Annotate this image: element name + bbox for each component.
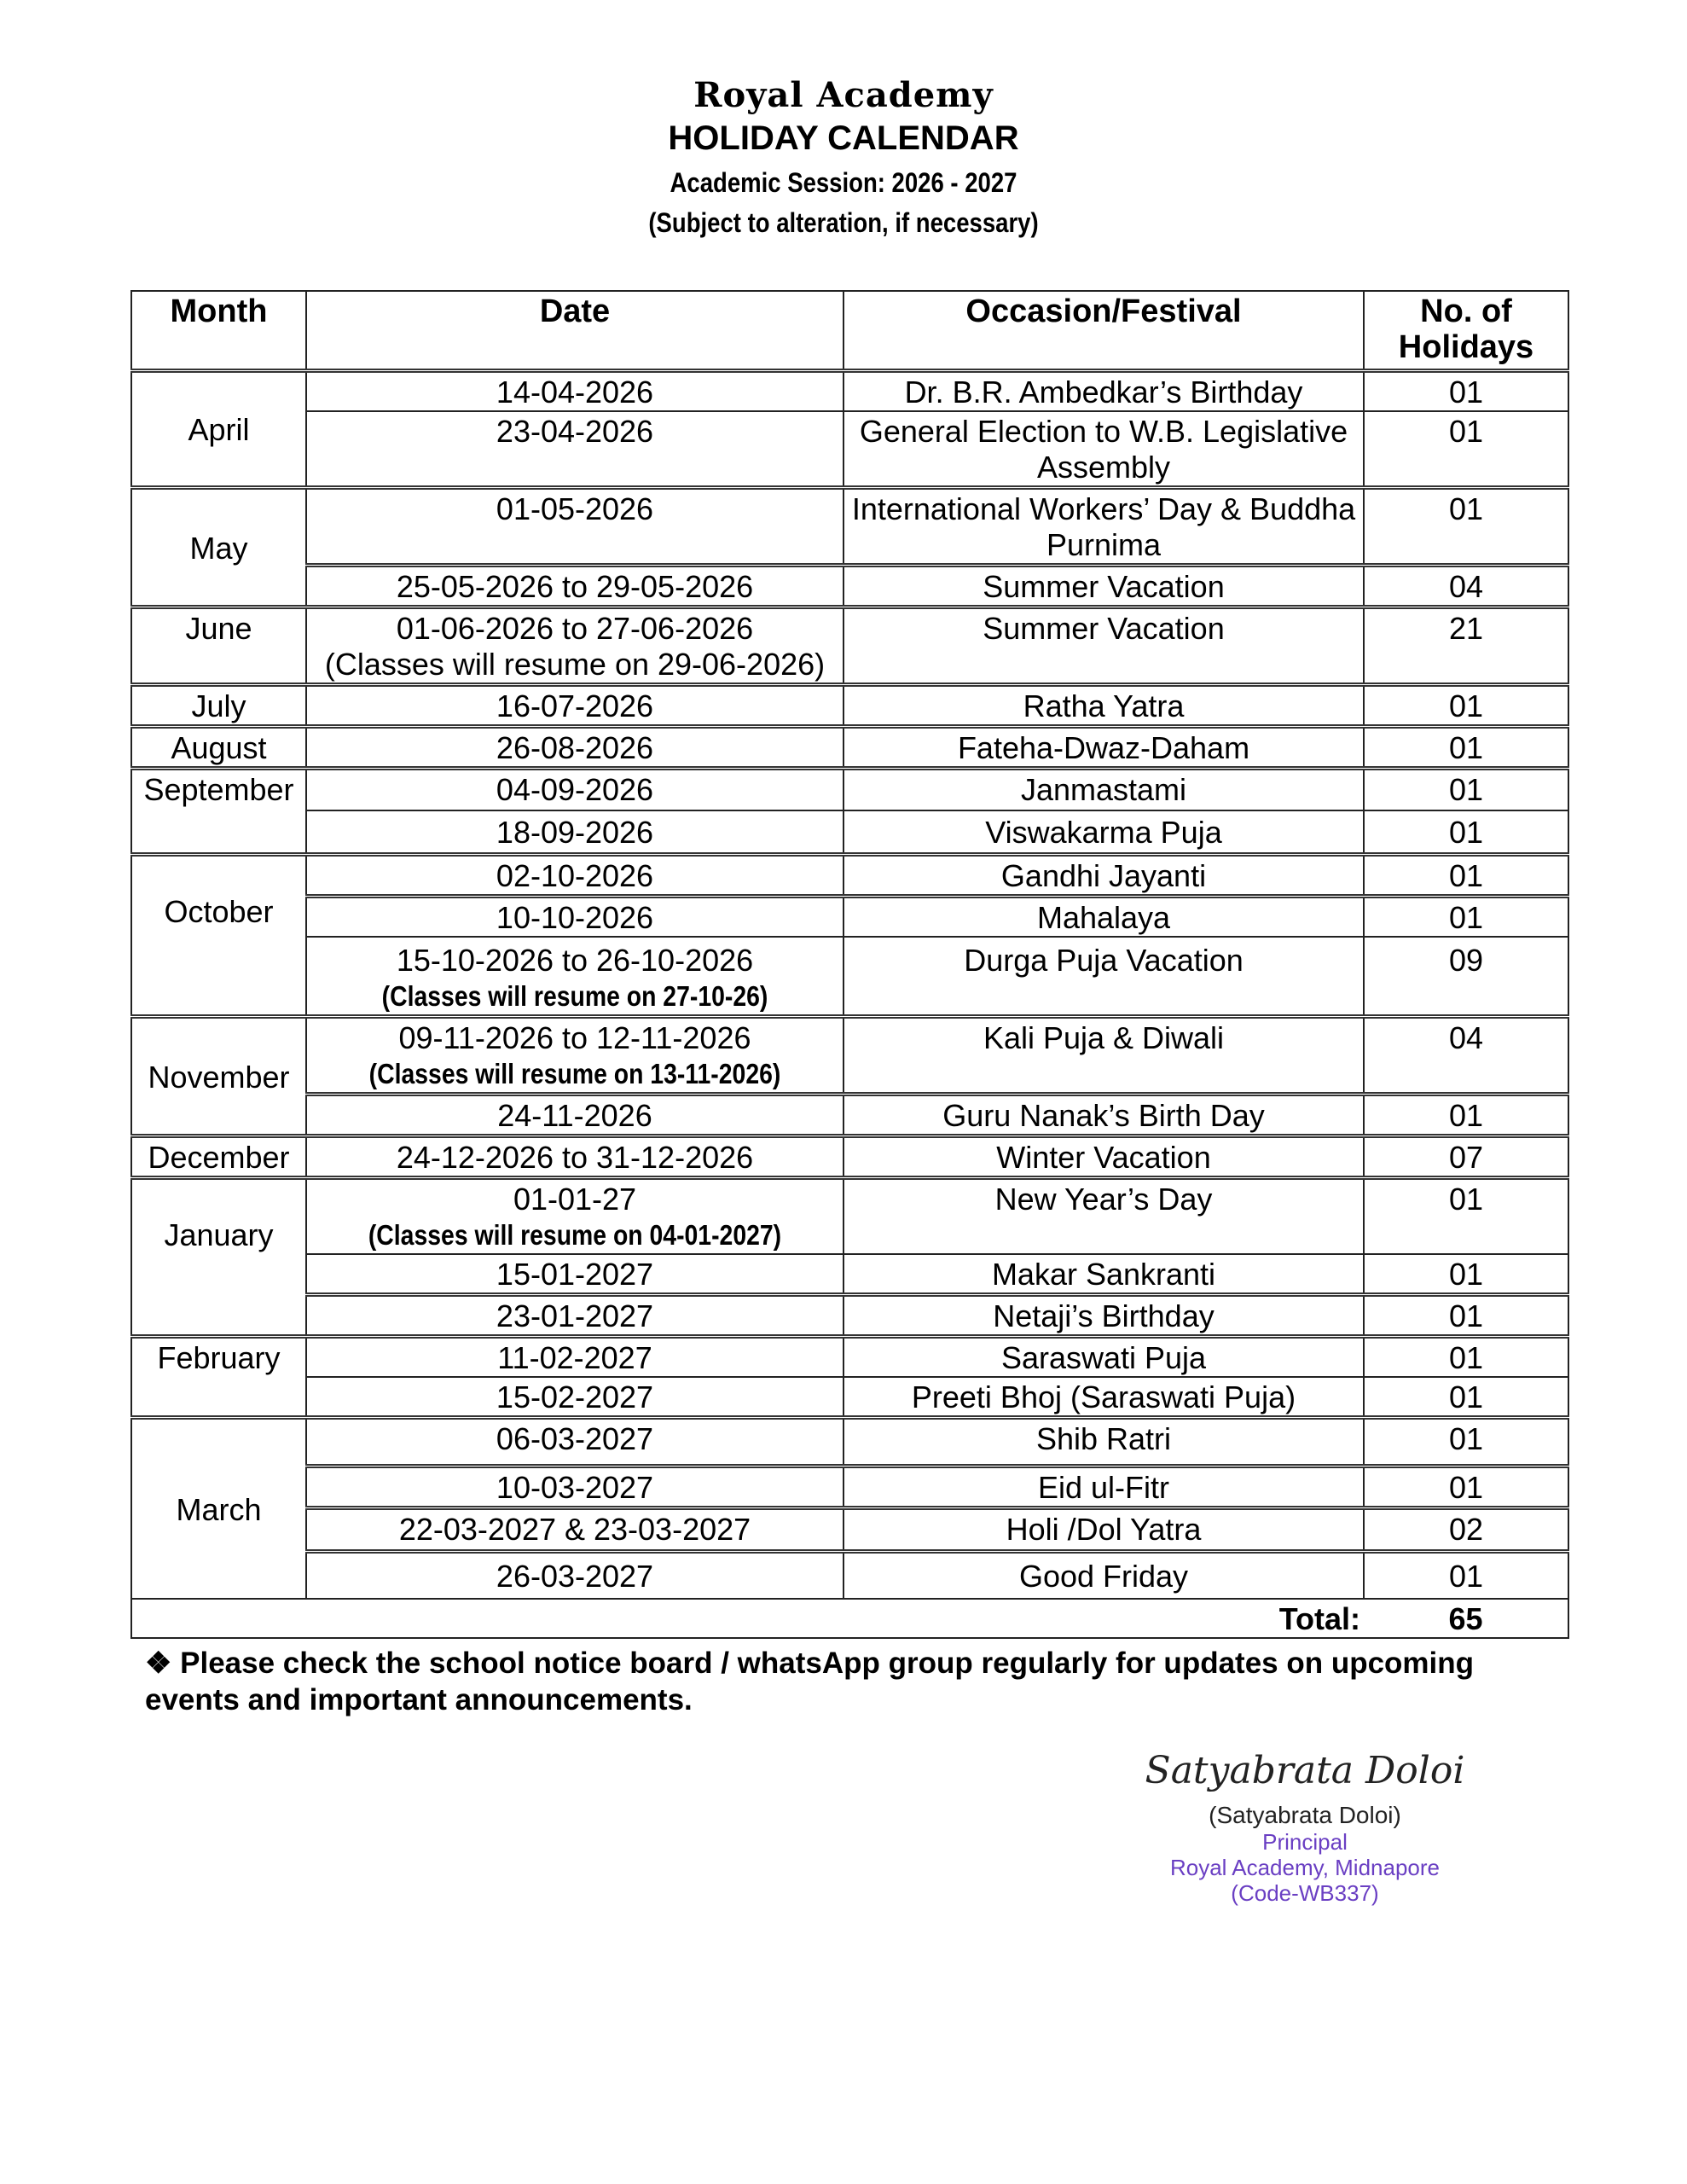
occasion-cell: Guru Nanak’s Birth Day: [844, 1095, 1364, 1136]
table-row: [131, 1377, 1568, 1418]
occasion-cell: Dr. B.R. Ambedkar’s Birthday: [844, 371, 1364, 412]
date-value: 01-01-27: [513, 1182, 637, 1217]
month-cell: April: [131, 371, 306, 488]
footnote: [145, 1645, 1561, 1718]
table-row: [131, 1017, 1568, 1095]
occasion-cell: Ratha Yatra: [844, 685, 1364, 727]
count-cell: 01: [1364, 488, 1568, 566]
month-cell: July: [131, 685, 306, 727]
occasion-cell: Shib Ratri: [844, 1418, 1364, 1467]
subject-note: (Subject to alteration, if necessary): [648, 207, 1039, 238]
date-cell: 22-03-2027 & 23-03-2027: [306, 1508, 844, 1552]
date-cell: 23-01-2027: [306, 1295, 844, 1337]
table-row: [131, 488, 1568, 566]
occasion-cell: General Election to W.B. Legislative Assembly: [844, 411, 1364, 488]
date-cell: 26-08-2026: [306, 727, 844, 769]
date-range: 01-06-2026 to 27-06-2026: [396, 611, 754, 646]
date-cell: 14-04-2026: [306, 371, 844, 412]
signer-institution: Royal Academy, Midnapore: [1169, 1855, 1440, 1880]
count-cell: 01: [1364, 685, 1568, 727]
table-row: [131, 769, 1568, 811]
occasion-cell: Janmastami: [844, 769, 1364, 811]
month-cell: May: [131, 488, 306, 607]
count-cell: 01: [1364, 1467, 1568, 1508]
date-cell: 04-09-2026: [306, 769, 844, 811]
count-cell: 04: [1364, 1017, 1568, 1095]
table-row: [131, 897, 1568, 938]
table-row: [131, 1552, 1568, 1600]
date-cell: 24-12-2026 to 31-12-2026: [306, 1136, 844, 1178]
table-row: [131, 1508, 1568, 1552]
count-cell: 01: [1364, 1178, 1568, 1255]
table-row: [131, 371, 1568, 412]
month-cell: August: [131, 727, 306, 769]
column-header-occasion: Occasion/Festival: [844, 291, 1364, 371]
table-row: [131, 685, 1568, 727]
table-header-row: [131, 291, 1568, 371]
occasion-cell: Saraswati Puja: [844, 1337, 1364, 1378]
date-cell: 06-03-2027: [306, 1418, 844, 1467]
count-cell: 01: [1364, 1377, 1568, 1418]
count-cell: 01: [1364, 1418, 1568, 1467]
total-row: [131, 1599, 1568, 1638]
occasion-cell: Kali Puja & Diwali: [844, 1017, 1364, 1095]
occasion-cell: Winter Vacation: [844, 1136, 1364, 1178]
table-row: [131, 1178, 1568, 1255]
count-cell: 01: [1364, 1254, 1568, 1295]
date-range: 09-11-2026 to 12-11-2026: [398, 1020, 751, 1055]
handwritten-signature: Satyabrata Doloi: [1145, 1749, 1465, 1792]
occasion-cell: New Year’s Day: [844, 1178, 1364, 1255]
signer-designation: Principal: [1262, 1829, 1348, 1855]
count-cell: 01: [1364, 371, 1568, 412]
date-cell: 15-01-2027: [306, 1254, 844, 1295]
resume-note: (Classes will resume on 04-01-2027): [368, 1219, 782, 1251]
date-cell: 01-05-2026: [306, 488, 844, 566]
date-cell: 10-10-2026: [306, 897, 844, 938]
occasion-cell: Holi /Dol Yatra: [844, 1508, 1364, 1552]
count-cell: 09: [1364, 937, 1568, 1017]
occasion-cell: Fateha-Dwaz-Daham: [844, 727, 1364, 769]
date-cell: 26-03-2027: [306, 1552, 844, 1600]
occasion-cell: International Workers’ Day & Buddha Purnima: [844, 488, 1364, 566]
date-cell: [306, 1017, 844, 1095]
occasion-cell: Netaji’s Birthday: [844, 1295, 1364, 1337]
count-cell: 01: [1364, 769, 1568, 811]
footnote-text: Please check the school notice board / whatsApp group regularly for updates on upcoming events and important announcements.: [145, 1647, 1475, 1716]
academic-session: Academic Session: 2026 - 2027: [670, 167, 1017, 198]
table-row: [131, 1095, 1568, 1136]
date-cell: 10-03-2027: [306, 1467, 844, 1508]
table-row: [131, 1337, 1568, 1378]
count-cell: 01: [1364, 1337, 1568, 1378]
table-row: [131, 411, 1568, 488]
total-value: 65: [1364, 1599, 1568, 1638]
month-cell: June: [131, 607, 306, 685]
date-cell: [306, 937, 844, 1017]
date-cell: 25-05-2026 to 29-05-2026: [306, 566, 844, 607]
holiday-table: [130, 290, 1569, 1639]
count-cell: 01: [1364, 810, 1568, 855]
count-cell: 01: [1364, 855, 1568, 897]
table-row: [131, 1295, 1568, 1337]
page-title: HOLIDAY CALENDAR: [668, 119, 1019, 157]
document-header: [0, 75, 1687, 242]
column-header-date: Date: [306, 291, 844, 371]
month-cell: September: [131, 769, 306, 855]
count-cell: 07: [1364, 1136, 1568, 1178]
count-cell: 01: [1364, 1552, 1568, 1600]
occasion-cell: Preeti Bhoj (Saraswati Puja): [844, 1377, 1364, 1418]
count-cell: 21: [1364, 607, 1568, 685]
date-cell: [306, 1178, 844, 1255]
occasion-cell: Summer Vacation: [844, 566, 1364, 607]
signature-block: [1134, 1740, 1475, 1906]
table-row: [131, 810, 1568, 855]
table-row: [131, 727, 1568, 769]
count-cell: 01: [1364, 897, 1568, 938]
date-cell: [306, 607, 844, 685]
month-cell: February: [131, 1337, 306, 1418]
month-cell: December: [131, 1136, 306, 1178]
occasion-cell: Summer Vacation: [844, 607, 1364, 685]
resume-note: (Classes will resume on 13-11-2026): [368, 1058, 781, 1089]
total-label: Total:: [131, 1599, 1364, 1638]
date-cell: 11-02-2027: [306, 1337, 844, 1378]
occasion-cell: Gandhi Jayanti: [844, 855, 1364, 897]
count-cell: 01: [1364, 1095, 1568, 1136]
school-name: Royal Academy: [693, 75, 994, 115]
date-cell: 15-02-2027: [306, 1377, 844, 1418]
date-range: 15-10-2026 to 26-10-2026: [396, 943, 754, 978]
institution-code: (Code-WB337): [1231, 1880, 1379, 1906]
signer-name: (Satyabrata Doloi): [1209, 1802, 1401, 1828]
occasion-cell: Mahalaya: [844, 897, 1364, 938]
column-header-month: Month: [131, 291, 306, 371]
table-row: [131, 1418, 1568, 1467]
month-cell: January: [131, 1178, 306, 1337]
month-cell: November: [131, 1017, 306, 1136]
table-row: [131, 607, 1568, 685]
date-cell: 02-10-2026: [306, 855, 844, 897]
table-row: [131, 1254, 1568, 1295]
month-cell: October: [131, 855, 306, 1017]
date-cell: 24-11-2026: [306, 1095, 844, 1136]
table-row: [131, 566, 1568, 607]
table-row: [131, 1467, 1568, 1508]
table-row: [131, 1136, 1568, 1178]
date-cell: 16-07-2026: [306, 685, 844, 727]
month-cell: March: [131, 1418, 306, 1600]
occasion-cell: Makar Sankranti: [844, 1254, 1364, 1295]
resume-note: (Classes will resume on 29-06-2026): [324, 647, 826, 682]
count-cell: 01: [1364, 727, 1568, 769]
occasion-cell: Eid ul-Fitr: [844, 1467, 1364, 1508]
date-cell: 23-04-2026: [306, 411, 844, 488]
occasion-cell: Durga Puja Vacation: [844, 937, 1364, 1017]
count-cell: 04: [1364, 566, 1568, 607]
count-cell: 01: [1364, 1295, 1568, 1337]
table-row: [131, 937, 1568, 1017]
column-header-count: No. of Holidays: [1364, 291, 1568, 371]
diamond-bullet-icon: ❖: [145, 1647, 172, 1680]
resume-note: (Classes will resume on 27-10-26): [381, 980, 768, 1012]
occasion-cell: Good Friday: [844, 1552, 1364, 1600]
occasion-cell: Viswakarma Puja: [844, 810, 1364, 855]
table-row: [131, 855, 1568, 897]
count-cell: 01: [1364, 411, 1568, 488]
count-cell: 02: [1364, 1508, 1568, 1552]
date-cell: 18-09-2026: [306, 810, 844, 855]
